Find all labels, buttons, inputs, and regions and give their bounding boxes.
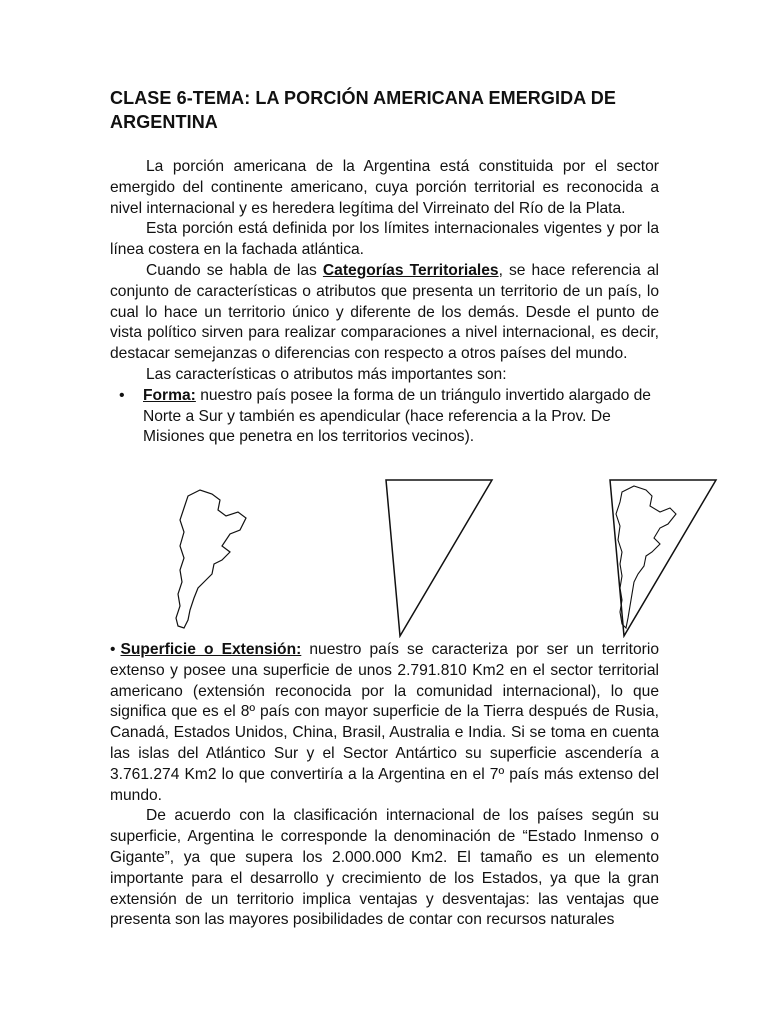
triangle-overlay bbox=[610, 480, 716, 636]
inverted-triangle-figure bbox=[384, 478, 494, 638]
shape-figures bbox=[160, 478, 720, 638]
paragraph-3-end: , se hace referencia al conjunto de características o atributos que presenta un territorio de un país, lo cual lo hace un territorio único y diferente de los demás. Desde el punto de vista político sirven para realizar comparaciones a nivel internacional, es decir, destacar semejanzas o diferencias con respecto a otros países del mundo. bbox=[110, 261, 659, 363]
paragraph-last: De acuerdo con la clasificación internacional de los países según su superficie, Argentina le corresponde la denominación de “Estado Inmenso o Gigante”, ya que supera los 2.000.000 Km2. El tamaño es un elemento importante para el desarrollo y crecimiento de los Estados, ya que la gran extensión de un territorio implica ventajas y desventajas: las ventajas que presenta son las mayores posibilidades de contar con recursos naturales bbox=[110, 807, 659, 929]
argentina-map-figure bbox=[160, 478, 260, 634]
body-text-top bbox=[110, 157, 659, 448]
paragraph-3-start: Cuando se habla de las bbox=[146, 261, 323, 279]
argentina-outline-small bbox=[616, 486, 676, 628]
forma-text: nuestro país posee la forma de un triángulo invertido alargado de Norte a Sur y también es apendicular (hace referencia a la Prov. De Misiones que penetra en los territorios vecinos). bbox=[143, 386, 651, 446]
superficie-text: nuestro país se caracteriza por ser un territorio extenso y posee una superficie de unos 2.791.810 Km2 en el sector territorial americano (extensión reconocida por la comunidad internacional), lo que significa que es el 8º país con mayor superficie de la Tierra después de Rusia, Canadá, Estados Unidos, China, Brasil, Australia e India. Si se toma en cuenta las islas del Atlántico Sur y el Sector Antártico su superficie ascendería a 3.761.274 Km2 lo que convertiría a la Argentina en el 7º país más extenso del mundo. bbox=[110, 641, 659, 804]
paragraph-2: Esta porción está definida por los límites internacionales vigentes y por la línea costera en la fachada atlántica. bbox=[110, 220, 659, 259]
paragraph-4: Las características o atributos más importantes son: bbox=[146, 365, 507, 383]
document-title: CLASE 6-TEMA: LA PORCIÓN AMERICANA EMERGIDA DE ARGENTINA bbox=[110, 88, 616, 132]
attribute-list bbox=[110, 386, 659, 448]
paragraph-3 bbox=[110, 261, 659, 365]
forma-label: Forma: bbox=[143, 386, 196, 404]
categorias-territoriales-term: Categorías Territoriales bbox=[322, 261, 499, 279]
paragraph-1: La porción americana de la Argentina está constituida por el sector emergido del continente americano, cuya porción territorial es reconocida a nivel internacional y es heredera legítima del Virreinato del Río de la Plata. bbox=[110, 158, 659, 217]
argentina-outline bbox=[176, 490, 246, 628]
triangle-shape bbox=[386, 480, 492, 636]
superficie-label: Superficie o Extensión: bbox=[120, 641, 302, 658]
body-text-bottom bbox=[110, 640, 659, 931]
bullet-superficie bbox=[110, 640, 659, 806]
bullet-forma bbox=[110, 386, 659, 448]
map-in-triangle-figure bbox=[608, 478, 718, 638]
